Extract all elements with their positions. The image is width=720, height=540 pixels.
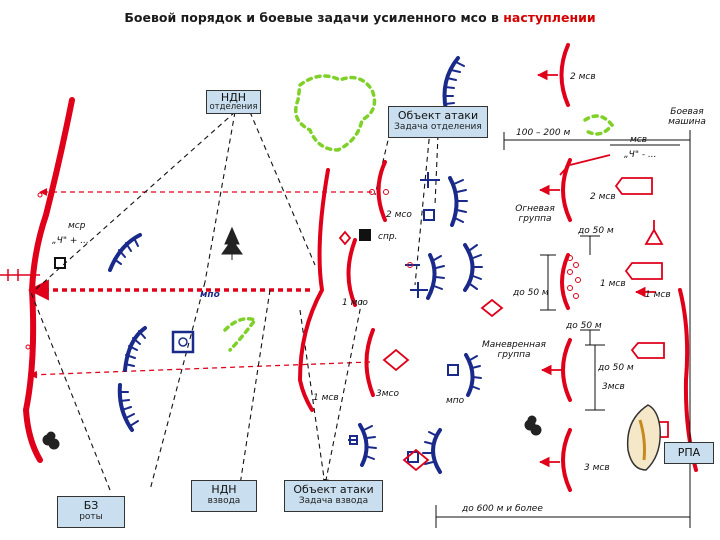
label-do50-c: до 50 м [566, 321, 602, 331]
attack-object-platoon-title: Объект атаки [293, 483, 374, 496]
bz-company-box [57, 496, 125, 528]
ndn-squad-title: НДН [220, 91, 247, 104]
label-mpo-mid: мпо [446, 396, 465, 406]
label-2mse-right: 2 мсв [590, 192, 616, 202]
rpa-title: РПА [677, 446, 701, 459]
label-3mse-bottom: 3 мсв [584, 463, 610, 473]
label-do50-d: до 50 м [598, 363, 634, 373]
ndn-platoon-box [191, 480, 257, 512]
rpa-box [664, 442, 714, 464]
label-ch-left: „Ч" + ... [52, 236, 89, 246]
ndn-platoon-title: НДН [211, 483, 237, 496]
label-mpo-left: мпо [200, 290, 220, 300]
fire-group-dots [26, 190, 581, 463]
red-dashed-arrows [0, 192, 372, 375]
attack-object-squad-box [388, 106, 488, 138]
title-accent: наступлении [503, 10, 596, 25]
label-3mse-right: 3мсв [602, 382, 625, 392]
black-dashed-lines [30, 112, 438, 490]
label-2mse-top: 2 мсв [570, 72, 596, 82]
bz-company-subtitle: роты [79, 512, 103, 522]
label-do50-b: до 50 м [513, 288, 549, 298]
ndn-platoon-subtitle: взвода [207, 496, 241, 506]
label-3mso: 3мсо [376, 389, 399, 399]
attack-object-platoon-box [284, 480, 383, 512]
attack-object-squad-subtitle: Задача отделения [394, 122, 482, 132]
label-mse-top-right: мсв [630, 135, 648, 145]
label-msr: мср [68, 221, 86, 231]
label-1mse-right-b: 1 мсв [645, 290, 671, 300]
ndn-squad-box [206, 90, 261, 114]
label-do50-a: до 50 м [578, 226, 614, 236]
label-maneuver-group: Маневренная группа [482, 340, 546, 360]
label-spr: спр. [378, 232, 398, 242]
label-combat-vehicle: Боевая машина [668, 107, 706, 127]
bz-company-title: БЗ [83, 499, 99, 512]
label-ch-mark: „Ч" - ... [624, 150, 657, 160]
company-line-left [26, 100, 72, 460]
title-text: Боевой порядок и боевые задачи усиленного мсо в [124, 10, 499, 25]
label-dist-600: до 600 м и более [462, 504, 543, 514]
label-1mse-mid: 1 мсв [313, 393, 339, 403]
label-1mse-right-a: 1 мсв [600, 279, 626, 289]
forest-object [628, 405, 661, 470]
enemy-dark-points [55, 230, 370, 268]
label-fire-group: Огневая группа [515, 204, 555, 224]
attack-object-squad-title: Объект атаки [397, 109, 479, 122]
label-1mso: 1 мсо [342, 298, 368, 308]
label-2mso: 2 мсо [386, 210, 412, 220]
ndn-squad-subtitle: отделения [209, 102, 258, 112]
label-dist-100-200: 100 – 200 м [516, 128, 571, 138]
attack-object-platoon-subtitle: Задача взвода [298, 496, 369, 506]
